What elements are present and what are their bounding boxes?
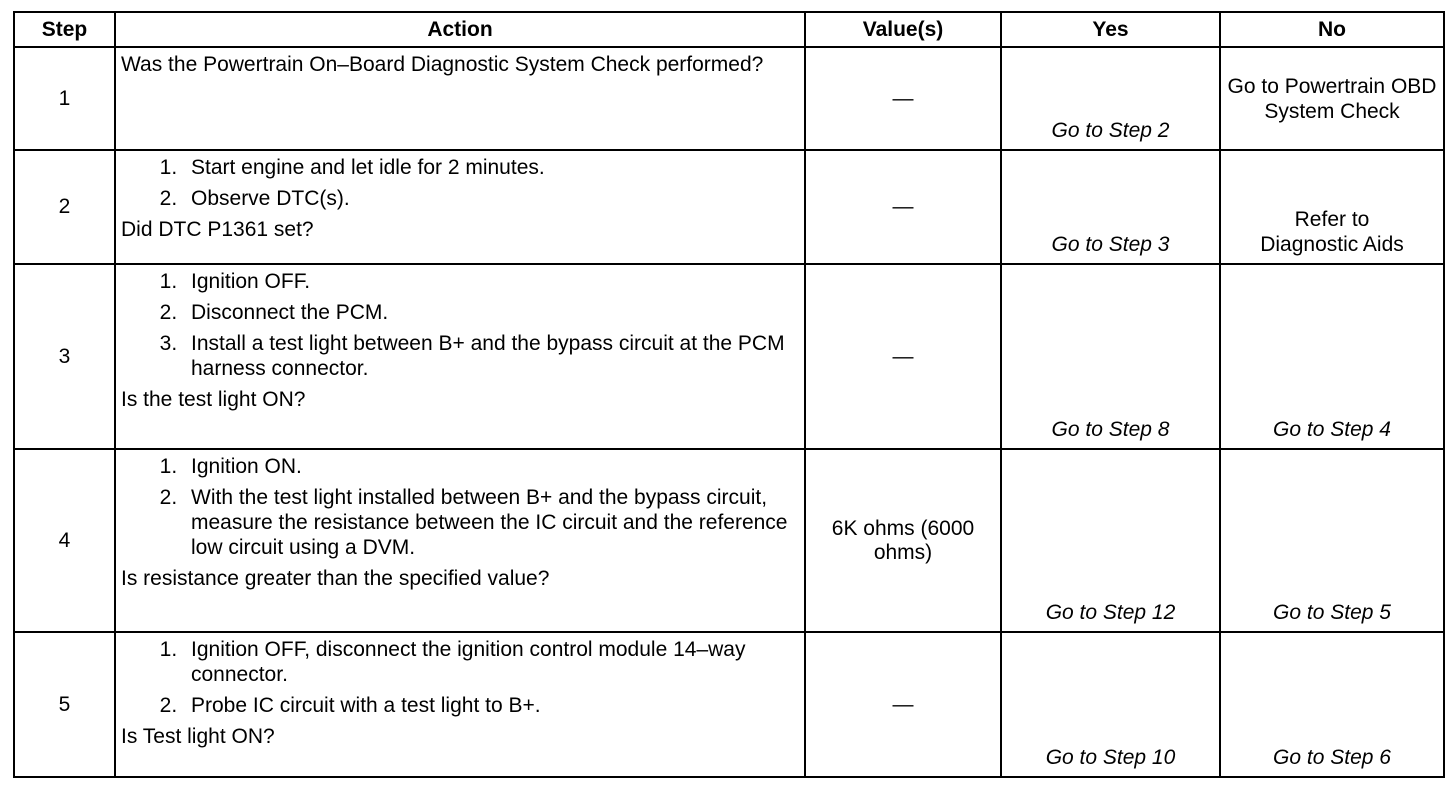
table-row	[14, 632, 1444, 777]
action-step: 1. Ignition OFF, disconnect the ignition control module 14–way connector.	[183, 637, 794, 687]
diagnostic-table	[13, 11, 1445, 778]
step-number: 1	[14, 47, 115, 150]
table-row	[14, 449, 1444, 632]
action-cell	[115, 150, 805, 264]
table-row	[14, 47, 1444, 150]
no-cell: Go to Step 6	[1220, 632, 1444, 777]
no-cell: Go to Step 4	[1220, 264, 1444, 449]
action-step: 2. Probe IC circuit with a test light to B+.	[183, 693, 794, 718]
action-question: Did DTC P1361 set?	[121, 218, 314, 241]
action-question: Is Test light ON?	[121, 725, 275, 748]
value-cell: —	[805, 47, 1001, 150]
table-row	[14, 150, 1444, 264]
yes-cell: Go to Step 12	[1001, 449, 1220, 632]
action-step: 2. Disconnect the PCM.	[183, 300, 794, 325]
value-cell: —	[805, 264, 1001, 449]
yes-cell: Go to Step 2	[1001, 47, 1220, 150]
yes-cell: Go to Step 10	[1001, 632, 1220, 777]
action-question: Was the Powertrain On–Board Diagnostic System Check performed?	[121, 53, 764, 76]
step-number: 2	[14, 150, 115, 264]
header-no: No	[1220, 12, 1444, 47]
action-cell	[115, 632, 805, 777]
action-step: 1. Ignition ON.	[183, 454, 794, 479]
value-cell: —	[805, 150, 1001, 264]
value-cell: 6K ohms (6000 ohms)	[805, 449, 1001, 632]
header-step: Step	[14, 12, 115, 47]
header-values: Value(s)	[805, 12, 1001, 47]
action-step: 1. Start engine and let idle for 2 minutes.	[183, 155, 794, 180]
step-number: 3	[14, 264, 115, 449]
action-cell	[115, 47, 805, 150]
action-steps	[121, 454, 794, 560]
action-question: Is resistance greater than the specified value?	[121, 567, 550, 590]
yes-cell: Go to Step 3	[1001, 150, 1220, 264]
action-cell	[115, 449, 805, 632]
action-steps	[121, 637, 794, 718]
action-cell	[115, 264, 805, 449]
header-row	[14, 12, 1444, 47]
action-question: Is the test light ON?	[121, 388, 306, 411]
no-cell: Refer to Diagnostic Aids	[1220, 150, 1444, 264]
value-cell: —	[805, 632, 1001, 777]
table-row	[14, 264, 1444, 449]
yes-cell: Go to Step 8	[1001, 264, 1220, 449]
no-cell: Go to Powertrain OBD System Check	[1220, 47, 1444, 150]
action-step: 2. With the test light installed between B+ and the bypass circuit, measure the resistance between the IC circuit and the reference low circuit using a DVM.	[183, 485, 794, 560]
action-step: 3. Install a test light between B+ and the bypass circuit at the PCM harness connector.	[183, 331, 794, 381]
action-steps	[121, 269, 794, 381]
step-number: 4	[14, 449, 115, 632]
action-steps	[121, 155, 794, 211]
header-yes: Yes	[1001, 12, 1220, 47]
no-cell: Go to Step 5	[1220, 449, 1444, 632]
step-number: 5	[14, 632, 115, 777]
action-step: 1. Ignition OFF.	[183, 269, 794, 294]
action-step: 2. Observe DTC(s).	[183, 186, 794, 211]
header-action: Action	[115, 12, 805, 47]
